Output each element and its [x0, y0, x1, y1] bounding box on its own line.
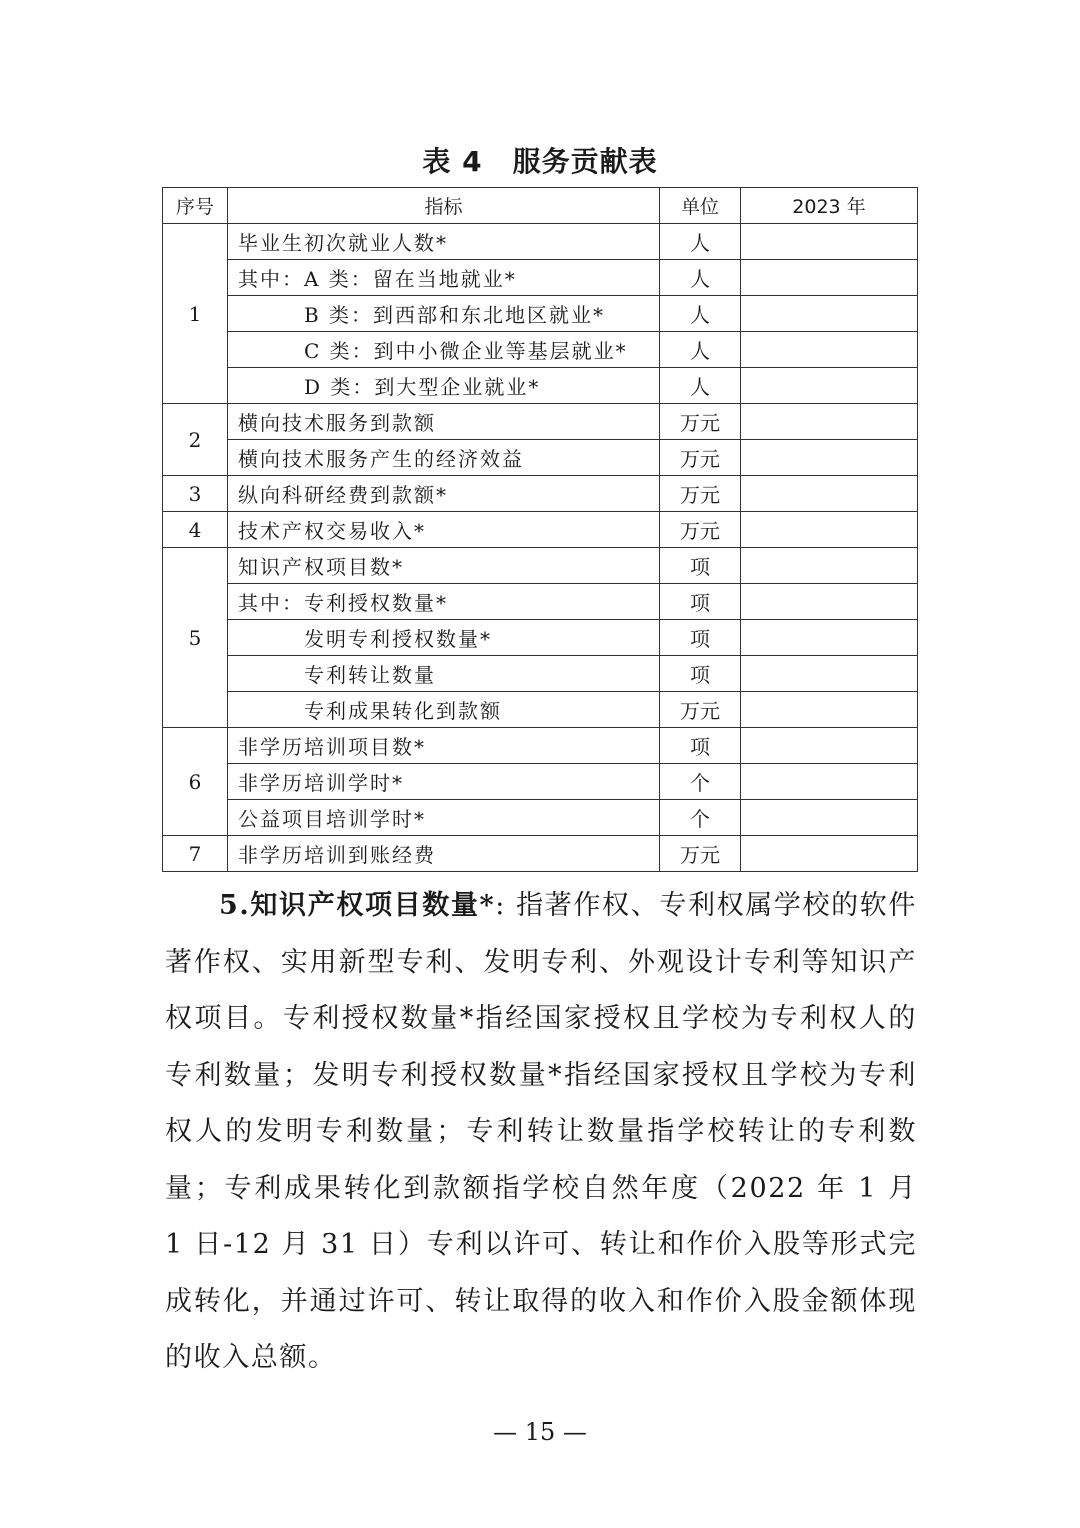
table-row [163, 296, 918, 332]
table-row [163, 440, 918, 476]
indicator-cell: 非学历培训学时* [228, 764, 660, 800]
seq-cell: 3 [163, 476, 228, 512]
table-row [163, 548, 918, 584]
value-cell[interactable] [741, 440, 918, 476]
unit-cell: 万元 [660, 692, 741, 728]
paragraph-text: : 指著作权、专利权属学校的软件著作权、实用新型专利、发明专利、外观设计专利等知识产权项目。专利授权数量*指经国家授权且学校为专利权人的专利数量；发明专利授权数量*指经国家授权且学校为专利权人的发明专利数量；专利转让数量指学校转让的专利数量；专利成果转化到款额指学校自然年度（2022 年 1 月 1 日-12 月 31 日）专利以许可、转让和作价入股等形式完成转化，并通过许可、转让取得的收入和作价入股金额体现的收入总额。 [165, 890, 918, 1373]
unit-cell: 人 [660, 368, 741, 404]
table-row [163, 368, 918, 404]
table-row [163, 332, 918, 368]
unit-cell: 万元 [660, 476, 741, 512]
indicator-cell: 发明专利授权数量* [228, 620, 660, 656]
seq-cell: 2 [163, 404, 228, 476]
table-number: 表 4 [422, 145, 483, 178]
indicator-cell: 毕业生初次就业人数* [228, 224, 660, 260]
unit-cell: 项 [660, 656, 741, 692]
indicator-cell: B 类：到西部和东北地区就业* [228, 296, 660, 332]
unit-cell: 人 [660, 224, 741, 260]
indicator-cell: 公益项目培训学时* [228, 800, 660, 836]
value-cell[interactable] [741, 728, 918, 764]
value-cell[interactable] [741, 764, 918, 800]
indicator-cell: C 类：到中小微企业等基层就业* [228, 332, 660, 368]
indicator-cell: 其中：专利授权数量* [228, 584, 660, 620]
unit-cell: 万元 [660, 404, 741, 440]
value-cell[interactable] [741, 800, 918, 836]
value-cell[interactable] [741, 476, 918, 512]
value-cell[interactable] [741, 332, 918, 368]
value-cell[interactable] [741, 260, 918, 296]
seq-cell: 6 [163, 728, 228, 836]
unit-cell: 个 [660, 764, 741, 800]
value-cell[interactable] [741, 692, 918, 728]
table-row [163, 836, 918, 872]
table-name: 服务贡献表 [512, 145, 658, 178]
page-number: — 15 — [493, 1418, 587, 1446]
indicator-cell: 专利转让数量 [228, 656, 660, 692]
table-title [0, 140, 1080, 180]
unit-cell: 人 [660, 296, 741, 332]
table-row [163, 476, 918, 512]
unit-cell: 项 [660, 548, 741, 584]
table-row [163, 764, 918, 800]
definition-paragraph [165, 878, 917, 1387]
header-seq: 序号 [163, 188, 228, 224]
seq-cell: 5 [163, 548, 228, 728]
value-cell[interactable] [741, 656, 918, 692]
value-cell[interactable] [741, 224, 918, 260]
indicator-cell: D 类：到大型企业就业* [228, 368, 660, 404]
indicator-cell: 横向技术服务到款额 [228, 404, 660, 440]
table-row [163, 656, 918, 692]
unit-cell: 人 [660, 260, 741, 296]
service-contribution-table [162, 187, 918, 872]
value-cell[interactable] [741, 512, 918, 548]
value-cell[interactable] [741, 620, 918, 656]
header-unit: 单位 [660, 188, 741, 224]
table-row [163, 404, 918, 440]
table-row [163, 224, 918, 260]
value-cell[interactable] [741, 836, 918, 872]
table-row [163, 584, 918, 620]
indicator-cell: 纵向科研经费到款额* [228, 476, 660, 512]
value-cell[interactable] [741, 368, 918, 404]
table-row [163, 512, 918, 548]
unit-cell: 项 [660, 584, 741, 620]
indicator-cell: 专利成果转化到款额 [228, 692, 660, 728]
paragraph-lead: 5.知识产权项目数量* [219, 890, 496, 921]
value-cell[interactable] [741, 584, 918, 620]
header-indicator: 指标 [228, 188, 660, 224]
unit-cell: 个 [660, 800, 741, 836]
table-row [163, 260, 918, 296]
indicator-cell: 知识产权项目数* [228, 548, 660, 584]
header-year: 2023 年 [741, 188, 918, 224]
table-row [163, 800, 918, 836]
table-row [163, 620, 918, 656]
seq-cell: 4 [163, 512, 228, 548]
unit-cell: 万元 [660, 440, 741, 476]
seq-cell: 1 [163, 224, 228, 404]
unit-cell: 万元 [660, 836, 741, 872]
unit-cell: 人 [660, 332, 741, 368]
value-cell[interactable] [741, 548, 918, 584]
unit-cell: 项 [660, 728, 741, 764]
indicator-cell: 非学历培训到账经费 [228, 836, 660, 872]
indicator-cell: 横向技术服务产生的经济效益 [228, 440, 660, 476]
table-header-row [163, 188, 918, 224]
unit-cell: 项 [660, 620, 741, 656]
unit-cell: 万元 [660, 512, 741, 548]
indicator-cell: 其中：A 类：留在当地就业* [228, 260, 660, 296]
indicator-cell: 技术产权交易收入* [228, 512, 660, 548]
table-row [163, 728, 918, 764]
seq-cell: 7 [163, 836, 228, 872]
value-cell[interactable] [741, 296, 918, 332]
value-cell[interactable] [741, 404, 918, 440]
indicator-cell: 非学历培训项目数* [228, 728, 660, 764]
table-row [163, 692, 918, 728]
